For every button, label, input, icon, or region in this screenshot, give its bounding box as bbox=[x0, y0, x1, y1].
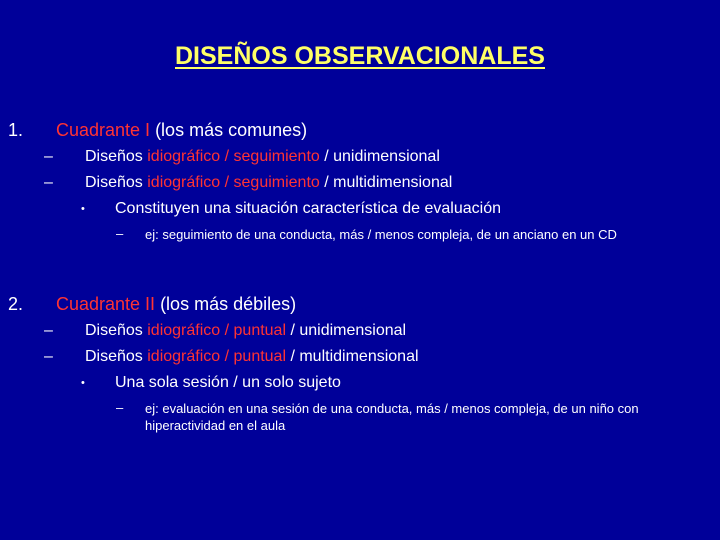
section-2-example-marker: – bbox=[116, 400, 124, 415]
section-2-item-2 bbox=[85, 348, 419, 366]
item-highlight: idiográfico / puntual bbox=[147, 348, 287, 365]
item-prefix: Diseños bbox=[85, 148, 148, 165]
section-2-heading-highlight: Cuadrante II bbox=[56, 294, 156, 314]
section-1-heading-rest: (los más comunes) bbox=[150, 120, 308, 140]
section-1-example-marker: – bbox=[116, 226, 124, 241]
section-2-example-text: ej: evaluación en una sesión de una conducta, más / menos compleja, de un niño con hiperactividad en el aula bbox=[145, 401, 639, 433]
section-1-item-2-marker: – bbox=[44, 174, 53, 191]
section-1-example-text: ej: seguimiento de una conducta, más / menos compleja, de un anciano en un CD bbox=[145, 227, 617, 242]
section-1-heading bbox=[56, 120, 307, 141]
section-1-heading-highlight: Cuadrante I bbox=[56, 120, 151, 140]
item-highlight: idiográfico / seguimiento bbox=[147, 148, 320, 165]
section-2-item-2-marker: – bbox=[44, 348, 53, 365]
item-suffix: / multidimensional bbox=[286, 348, 419, 365]
section-2-heading bbox=[56, 294, 296, 315]
section-2-bullet-marker: • bbox=[81, 377, 85, 389]
section-1-item-2 bbox=[85, 174, 452, 192]
section-2-item-1 bbox=[85, 322, 406, 340]
item-suffix: / unidimensional bbox=[319, 148, 440, 165]
section-1-number: 1. bbox=[8, 120, 24, 140]
item-prefix: Diseños bbox=[85, 348, 148, 365]
item-suffix: / multidimensional bbox=[319, 174, 453, 191]
section-2-bullet-text: Una sola sesión / un solo sujeto bbox=[115, 374, 341, 391]
item-prefix: Diseños bbox=[85, 322, 148, 339]
item-suffix: / unidimensional bbox=[286, 322, 407, 339]
item-highlight: idiográfico / seguimiento bbox=[147, 174, 320, 191]
section-2-heading-rest: (los más débiles) bbox=[155, 294, 297, 314]
section-1-bullet-marker: • bbox=[81, 203, 85, 215]
item-prefix: Diseños bbox=[85, 174, 148, 191]
section-1-item-1 bbox=[85, 148, 440, 166]
section-2-number: 2. bbox=[8, 294, 24, 314]
section-1-bullet-text: Constituyen una situación característica de evaluación bbox=[115, 200, 501, 217]
section-1-item-1-marker: – bbox=[44, 148, 53, 165]
section-2-item-1-marker: – bbox=[44, 322, 53, 339]
item-highlight: idiográfico / puntual bbox=[147, 322, 287, 339]
slide-title: DISEÑOS OBSERVACIONALES bbox=[175, 42, 545, 70]
